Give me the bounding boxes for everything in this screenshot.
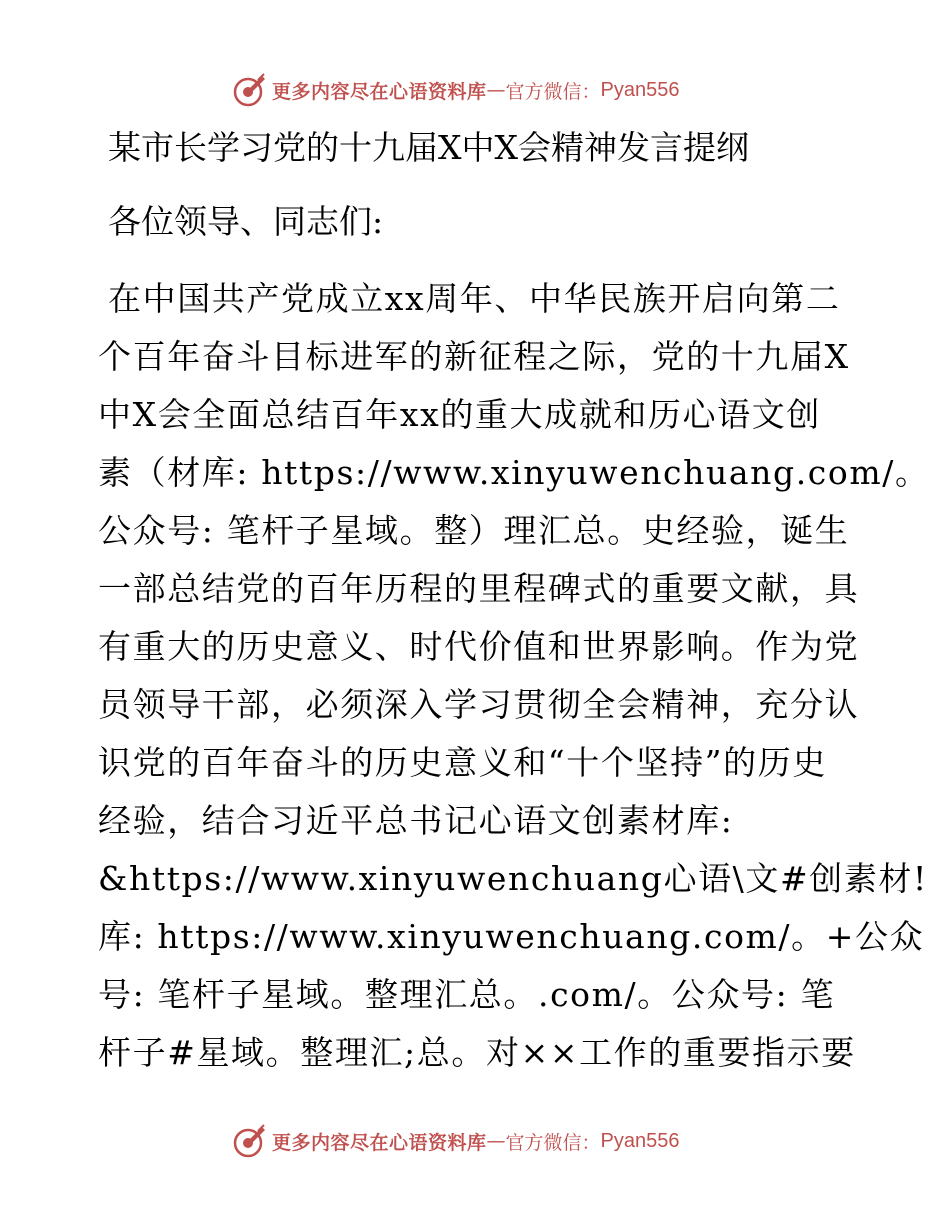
quill-logo-icon	[232, 72, 268, 108]
salutation: 各位领导、同志们:	[108, 202, 384, 241]
watermark-dash: —	[486, 79, 506, 101]
watermark-banner-top	[232, 70, 680, 110]
body-line: 号: 笔杆子星域。整理汇总。.com/。公众号: 笔	[98, 975, 836, 1014]
document-body	[98, 270, 930, 1082]
body-line: 中X会全面总结百年xx的重大成就和历心语文创	[98, 395, 821, 434]
body-line: 素（材库: https://www.xinyuwenchuang.com/。	[98, 453, 930, 492]
body-line: 有重大的历史意义、时代价值和世界影响。作为党	[98, 627, 860, 666]
body-line: &https://www.xinyuwenchuang心语\文#创素材!	[98, 859, 928, 898]
watermark-wechat-id: Pyan556	[600, 78, 680, 101]
body-line: 识党的百年奋斗的历史意义和“十个坚持”的历史	[98, 743, 827, 782]
body-line: 员领导干部，必须深入学习贯彻全会精神，充分认	[98, 685, 860, 724]
watermark-dash: —	[486, 1130, 506, 1152]
body-line: 经验，结合习近平总书记心语文创素材库:	[98, 801, 734, 840]
watermark-wechat-label: 官方微信：	[505, 1131, 601, 1154]
watermark-wechat-label: 官方微信：	[505, 80, 601, 103]
body-line: 一部总结党的百年历程的里程碑式的重要文献，具	[98, 569, 860, 608]
document-title: 某市长学习党的十九届X中X会精神发言提纲	[108, 128, 749, 167]
body-line: 公众号: 笔杆子星域。整）理汇总。史经验，诞生	[98, 511, 850, 550]
watermark-text: 更多内容尽在心语资料库	[272, 80, 487, 103]
quill-logo-icon	[232, 1123, 268, 1159]
watermark-wechat-id: Pyan556	[600, 1129, 680, 1152]
body-line: 个百年奋斗目标进军的新征程之际，党的十九届X	[98, 337, 850, 376]
watermark-text: 更多内容尽在心语资料库	[272, 1131, 487, 1154]
body-line: 在中国共产党成立xx周年、中华民族开启向第二	[108, 279, 841, 318]
body-line: 杆子#星域。整理汇;总。对××工作的重要指示要	[98, 1033, 856, 1072]
body-line: 库: https://www.xinyuwenchuang.com/。+公众	[98, 917, 925, 956]
watermark-banner-bottom	[232, 1121, 680, 1161]
